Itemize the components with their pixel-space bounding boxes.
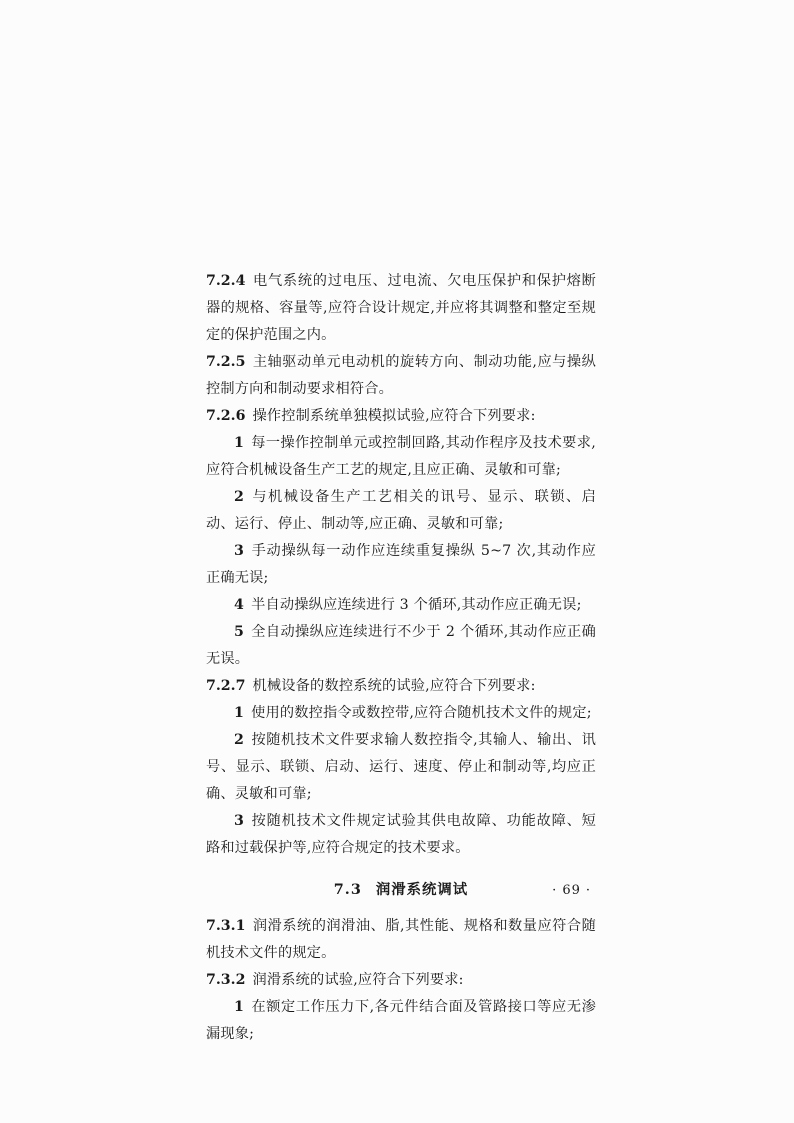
item-text: 每一操作控制单元或控制回路,其动作程序及技术要求,应符合机械设备生产工艺的规定,且应正确、灵敏和可靠; (206, 435, 596, 478)
item-number: 1 (234, 999, 245, 1015)
item-7-2-7-2 (206, 727, 596, 808)
page-footer (206, 883, 596, 898)
document-body (206, 268, 596, 1048)
item-text: 按随机技术文件要求输人数控指令,其输人、输出、讯号、显示、联锁、启动、运行、速度、停止和制动等,均应正确、灵敏和可靠; (206, 732, 596, 802)
item-number: 1 (234, 705, 245, 721)
clause-7-3-2 (206, 967, 596, 994)
clause-text: 润滑系统的润滑油、脂,其性能、规格和数量应符合随机技术文件的规定。 (206, 918, 596, 961)
clause-number: 7.3.1 (206, 918, 246, 934)
clause-7-3-1 (206, 913, 596, 967)
clause-text: 主轴驱动单元电动机的旋转方向、制动功能,应与操纵控制方向和制动要求相符合。 (206, 354, 596, 397)
item-number: 3 (234, 543, 245, 559)
item-7-2-6-5 (206, 619, 596, 673)
page-number: 69 (562, 883, 581, 898)
item-number: 1 (234, 435, 245, 451)
item-number: 4 (234, 597, 245, 613)
item-7-2-6-1 (206, 430, 596, 484)
item-text: 半自动操纵应连续进行 3 个循环,其动作应正确无误; (251, 597, 582, 613)
item-7-3-2-1 (206, 994, 596, 1048)
footer-right-dot: · (585, 883, 591, 898)
clause-text: 操作控制系统单独模拟试验,应符合下列要求: (252, 408, 536, 424)
clause-7-2-6 (206, 403, 596, 430)
clause-7-2-7 (206, 673, 596, 700)
clause-text: 机械设备的数控系统的试验,应符合下列要求: (252, 678, 536, 694)
clause-7-2-5 (206, 349, 596, 403)
clause-number: 7.2.4 (206, 273, 246, 289)
item-7-2-7-3 (206, 808, 596, 862)
clause-text: 润滑系统的试验,应符合下列要求: (252, 972, 464, 988)
clause-number: 7.3.2 (206, 972, 246, 988)
item-text: 手动操纵每一动作应连续重复操纵 5~7 次,其动作应正确无误; (206, 543, 596, 586)
item-text: 使用的数控指令或数控带,应符合随机技术文件的规定; (251, 705, 592, 721)
item-text: 按随机技术文件规定试验其供电故障、功能故障、短路和过载保护等,应符合规定的技术要求。 (206, 813, 596, 856)
section-title-text: 润滑系统调试 (375, 881, 469, 898)
item-7-2-6-2 (206, 484, 596, 538)
item-number: 2 (234, 732, 245, 748)
clause-number: 7.2.7 (206, 678, 246, 694)
clause-number: 7.2.6 (206, 408, 246, 424)
item-7-2-6-4 (206, 592, 596, 619)
item-text: 与机械设备生产工艺相关的讯号、显示、联锁、启动、运行、停止、制动等,应正确、灵敏和可靠; (206, 489, 596, 532)
item-7-2-6-3 (206, 538, 596, 592)
section-number: 7.3 (333, 881, 362, 898)
item-number: 5 (234, 624, 245, 640)
clause-7-2-4 (206, 268, 596, 349)
clause-number: 7.2.5 (206, 354, 246, 370)
item-7-2-7-1 (206, 700, 596, 727)
clause-text: 电气系统的过电压、过电流、欠电压保护和保护熔断器的规格、容量等,应符合设计规定,并应将其调整和整定至规定的保护范围之内。 (206, 273, 596, 343)
footer-left-dot: · (552, 883, 558, 898)
item-text: 全自动操纵应连续进行不少于 2 个循环,其动作应正确无误。 (206, 624, 596, 667)
item-number: 2 (234, 489, 245, 505)
item-text: 在额定工作压力下,各元件结合面及管路接口等应无渗漏现象; (206, 999, 596, 1042)
item-number: 3 (234, 813, 245, 829)
